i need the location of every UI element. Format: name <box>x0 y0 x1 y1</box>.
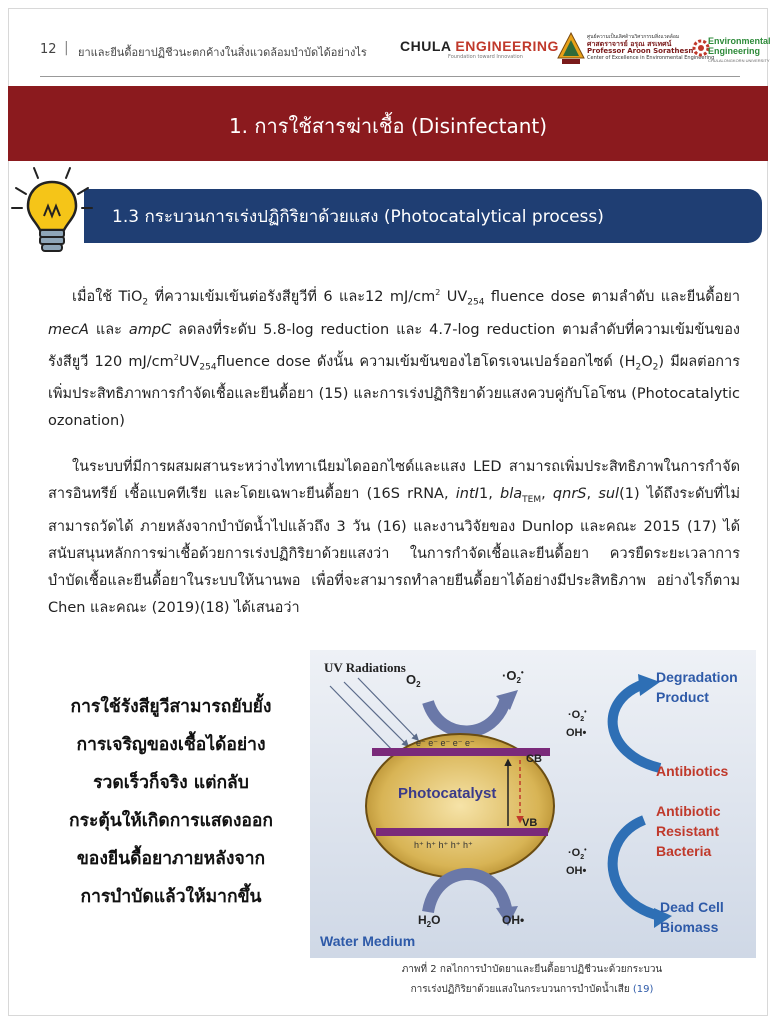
p2-text: ในระบบที่มีการผสมผสานระหว่างไททาเนียมไดออกไซด์และแสง LED สามารถเพิ่มประสิทธิภาพในการกำจัดสารอินทรีย์ เชื้อแบคทีเรีย และโดยเฉพาะยีนดื้อยา (16S rRNA, <box>48 459 740 502</box>
header-separator: | <box>64 40 69 56</box>
aroon-line-1: ศูนย์ความเป็นเลิศด้านวิศวกรรมสิ่งแวดล้อม <box>587 34 680 40</box>
callout-line: รวดเร็วก็จริง แต่กลับ <box>93 773 249 793</box>
p1-superscript: 2 <box>173 352 179 362</box>
p1-text: UV <box>178 353 200 370</box>
p2-gene-bla: bla <box>500 486 523 502</box>
h2o-label: H <box>418 913 427 927</box>
p1-text: และ <box>88 321 129 338</box>
degradation-label-1: Degradation <box>656 669 738 685</box>
callout-quote <box>40 688 302 916</box>
superoxide-superscript: • <box>520 668 524 677</box>
uv-label: UV Radiations <box>324 660 406 675</box>
p1-text: ) มีผลต่อการเพิ่มประสิทธิภาพการกำจัดเชื้อและยีนดื้อยา (15) และการเร่งปฏิกิริยาด้วยแสงควบคู่กับโอโซน (Photocatalytic ozonation) <box>48 353 741 430</box>
cb-label: CB <box>526 753 542 765</box>
aroon-emblem-icon <box>557 32 585 66</box>
aroon-line-4: Center of Excellence in Environmental Engineering <box>587 55 715 61</box>
callout-line: การเจริญของเชื้อได้อย่าง <box>76 735 266 755</box>
photocatalysis-diagram <box>310 650 756 958</box>
caption-line-2: การเร่งปฏิกิริยาด้วยแสงในกระบวนการบำบัดน้ำเสีย <box>410 984 633 995</box>
p1-subscript: 2 <box>652 362 659 373</box>
lightbulb-icon <box>8 160 96 260</box>
paragraph-2 <box>48 454 740 622</box>
p2-gene-qnrS: qnrS <box>552 486 587 502</box>
radical-o2-label: ·O <box>568 709 581 721</box>
arb-label-2: Resistant <box>656 823 720 839</box>
caption-reference-link[interactable]: (19) <box>632 984 654 995</box>
figure-caption <box>312 960 752 1000</box>
radical2-o2-label: ·O <box>568 847 581 859</box>
o2-label: O <box>406 672 417 687</box>
env-logo-line-1: Environmental <box>708 36 771 46</box>
section-heading-bar <box>84 189 762 243</box>
environmental-engineering-logo <box>692 32 772 68</box>
p1-subscript: 254 <box>467 297 485 308</box>
p1-gene-mecA: mecA <box>48 321 89 338</box>
p2-gene-intI: intI <box>455 486 479 502</box>
paragraph-1 <box>48 279 740 435</box>
dead-cell-label-1: Dead Cell <box>660 899 724 915</box>
h2o-o: O <box>431 913 441 927</box>
chula-engineering-logo <box>400 38 559 60</box>
p1-text: O <box>641 353 653 370</box>
p1-gene-ampC: ampC <box>128 321 172 338</box>
chapter-title: 1. การใช้สารฆ่าเชื้อ (Disinfectant) <box>228 114 548 138</box>
p1-text: fluence dose ตามลำดับ และยีนดื้อยา <box>484 288 740 305</box>
water-medium-label: Water Medium <box>320 933 416 949</box>
holes-label: h⁺ h⁺ h⁺ h⁺ h⁺ <box>414 840 473 850</box>
p2-text: , <box>541 486 553 502</box>
callout-line: ของยีนดื้อยาภายหลังจาก <box>76 849 266 869</box>
chula-tagline: Foundation toward Innovation <box>448 54 523 60</box>
env-logo-line-3: CHULALONGKORN UNIVERSITY <box>708 58 770 63</box>
p2-subscript: TEM <box>522 494 542 505</box>
photocatalyst-label: Photocatalyst <box>398 785 497 802</box>
antibiotics-label: Antibiotics <box>656 763 729 779</box>
p1-text: UV <box>440 288 468 305</box>
o2-subscript: 2 <box>416 680 421 689</box>
dead-cell-label-2: Biomass <box>660 919 719 935</box>
p2-text: , <box>586 486 599 502</box>
p2-gene-sul: sul <box>598 486 620 502</box>
svg-text:·O2• <box>502 668 524 685</box>
p1-text: fluence dose ดังนั้น ความเข้มข้นของไฮโดรเจนเปอร์ออกไซด์ (H <box>216 353 636 370</box>
arb-label-1: Antibiotic <box>656 803 721 819</box>
p2-text: 1, <box>478 486 501 502</box>
section-title: 1.3 กระบวนการเร่งปฏิกิริยาด้วยแสง (Photocatalytical process) <box>112 207 604 227</box>
aroon-line-2: ศาสตราจารย์ อรุณ สรเทศน์ <box>587 40 672 48</box>
header-document-title: ยาและยีนดื้อยาปฏิชีวนะตกค้างในสิ่งแวดล้อมบำบัดได้อย่างไร <box>78 46 367 59</box>
env-logo-line-2: Engineering <box>708 46 761 56</box>
p1-text: เมื่อใช้ TiO <box>72 288 143 305</box>
arb-label-3: Bacteria <box>656 843 712 859</box>
p1-subscript: 2 <box>635 362 642 373</box>
radical-o2-subscript: 2 <box>580 716 585 723</box>
radical2-oh-label: OH• <box>566 865 587 877</box>
p1-subscript: 254 <box>199 362 217 373</box>
radical-o2-superscript: • <box>584 709 587 716</box>
radical2-o2-subscript: 2 <box>580 854 585 861</box>
callout-line: กระตุ้นให้เกิดการแสดงออก <box>68 811 274 831</box>
oh-radical-bottom: OH• <box>502 913 525 927</box>
chula-logo-engineering: ENGINEERING <box>455 38 559 54</box>
h2o-subscript: 2 <box>426 920 432 929</box>
callout-line: การใช้รังสียูวีสามารถยับยั้ง <box>70 697 272 717</box>
superoxide-label: ·O <box>502 668 517 683</box>
radical2-o2-superscript: • <box>584 847 587 854</box>
p1-text: ที่ความเข้มเข้นต่อรังสียูวีที่ 6 และ12 mJ/cm <box>148 288 436 305</box>
degradation-label-2: Product <box>656 689 709 705</box>
header-divider <box>40 76 740 77</box>
chula-logo-text: CHULA <box>400 38 456 54</box>
conduction-band <box>372 748 550 756</box>
aroon-center-logo <box>557 32 715 68</box>
p2-text: (1) ได้ถึงระดับที่ไม่สามารถวัดได้ ภายหลังจากบำบัดน้ำไปแล้วถึง 3 วัน (16) และงานวิจัยของ Dunlop และคณะ 2015 (17) ได้สนับสนุนหลักการฆ่าเชื้อด้วยการเร่งปฏิกิริยาด้วยแสงว่า ในการกำจัดเชื้อและยีนดื้อยา ควรยืดระยะเวลาการบำบัดเชื้อและยีนดื้อยาในระบบให้นานพอ เพื่อที่จะสามารถทำลายยีนดื้อยาได้อย่างมีประสิทธิภาพ อย่างไรก็ตาม Chen และคณะ (2019)(18) ได้เสนอว่า <box>48 486 741 616</box>
valence-band <box>376 828 548 836</box>
p1-text: ลดลงที่ระดับ 5.8-log reduction และ 4.7-log reduction ตามลำดับที่ความเข้มข้นของรังสียูวี 120 mJ/cm <box>48 321 740 370</box>
caption-line-1: ภาพที่ 2 กลไกการบำบัดยาและยีนดื้อยาปฏิชีวนะด้วยกระบวน <box>401 964 663 975</box>
chapter-banner <box>8 86 768 161</box>
p1-subscript: 2 <box>142 297 149 308</box>
page-number: 12 <box>40 42 57 57</box>
superoxide-subscript: 2 <box>516 676 521 685</box>
electrons-label: e⁻ e⁻ e⁻ e⁻ e⁻ <box>416 738 475 748</box>
p1-superscript: 2 <box>435 288 441 297</box>
callout-line: การบำบัดแล้วให้มากขึ้น <box>80 887 262 907</box>
radical-oh-label: OH• <box>566 727 587 739</box>
aroon-line-3: Professor Aroon Sorathesn <box>587 47 694 55</box>
page-header <box>40 32 771 72</box>
vb-label: VB <box>522 817 538 829</box>
